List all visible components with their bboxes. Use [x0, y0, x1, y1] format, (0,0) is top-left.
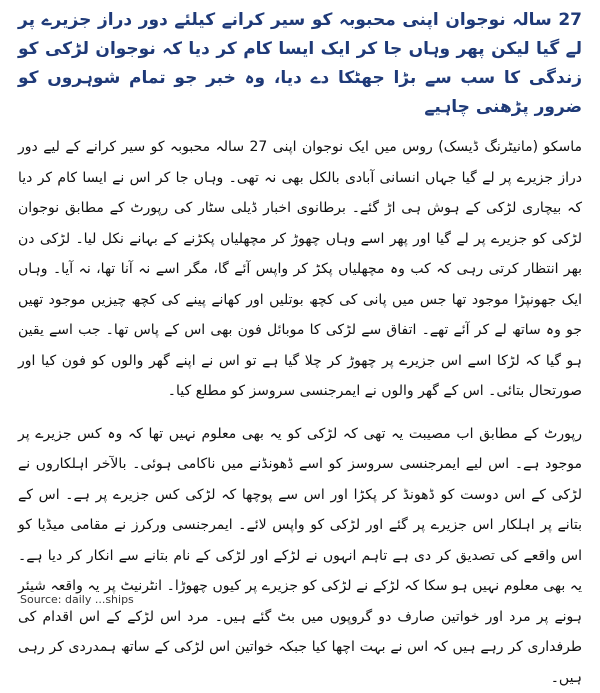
article-headline: 27 سالہ نوجوان اپنی محبوبہ کو سیر کرانے کیلئے دور دراز جزیرے پر لے گیا لیکن پھر وہاں جا کر ایک ایسا کام کر دیا کہ نوجوان لڑکی کو زندگی کا سب سے بڑا جھٹکا دے دیا، وہ خبر جو تمام شوہروں کو ضرور پڑھنی چاہیے	[18, 6, 582, 122]
source-credit: Source: daily ...ships	[20, 593, 134, 606]
article-paragraph-1: ماسکو (مانیٹرنگ ڈیسک) روس میں ایک نوجوان اپنی 27 سالہ محبوبہ کو سیر کرانے کے لیے دور دراز جزیرے پر لے گیا جہاں انسانی آبادی بالکل بھی نہ تھی۔ وہاں جا کر اس نے ایسا کام کر دیا کہ بیچاری لڑکی کے ہوش ہی اڑ گئے۔ برطانوی اخبار ڈیلی سٹار کی رپورٹ کے مطابق نوجوان لڑکی کو جزیرے پر لے گیا اور پھر اسے وہاں چھوڑ کر مچھلیاں پکڑنے کے بہانے نکل لیا۔ لڑکی دن بھر انتظار کرتی رہی کہ کب وہ مچھلیاں پکڑ کر واپس آئے گا، مگر اسے نہ آنا تھا، نہ آیا۔ وہاں ایک جھونپڑا موجود تھا جس میں پانی کی کچھ بوتلیں اور کھانے پینے کی کچھ چیزیں موجود تھیں جو وہ ساتھ لے کر آئے تھے۔ اتفاق سے لڑکی کا موبائل فون بھی اس کے پاس تھا۔ جب اسے یقین ہو گیا کہ لڑکا اسے اس جزیرے پر چھوڑ کر چلا گیا ہے تو اس نے اپنے گھر والوں کو فون کیا اور صورتحال بتائی۔ اس کے گھر والوں نے ایمرجنسی سروسز کو مطلع کیا۔	[18, 132, 582, 407]
article-paragraph-2: رپورٹ کے مطابق اب مصیبت یہ تھی کہ لڑکی کو یہ بھی معلوم نہیں تھا کہ وہ کس جزیرے پر موجود ہے۔ اس لیے ایمرجنسی سروسز کو اسے ڈھونڈنے میں ناکامی ہوئی۔ بالآخر اہلکاروں نے لڑکی کے اس دوست کو ڈھونڈ کر پکڑا اور اس سے پوچھا کہ لڑکی کس جزیرے پر ہے۔ اس کے بتانے پر اہلکار اس جزیرے پر گئے اور لڑکی کو واپس لائے۔ ایمرجنسی ورکرز نے مقامی میڈیا کو اس واقعے کی تصدیق کر دی ہے تاہم انہوں نے لڑکے اور لڑکی کے نام بتانے سے انکار کر دیا ہے۔ یہ بھی معلوم نہیں ہو سکا کہ لڑکے نے لڑکی کو جزیرے پر کیوں چھوڑا۔ انٹرنیٹ پر یہ واقعہ شیئر ہونے پر مرد اور خواتین صارف دو گروپوں میں بٹ گئے ہیں۔ مرد اس لڑکے کے اس اقدام کی طرفداری کر رہے ہیں کہ اس نے بہت اچھا کیا جبکہ خواتین اس لڑکی کے ساتھ ہمدردی کر رہی ہیں۔	[18, 419, 582, 693]
